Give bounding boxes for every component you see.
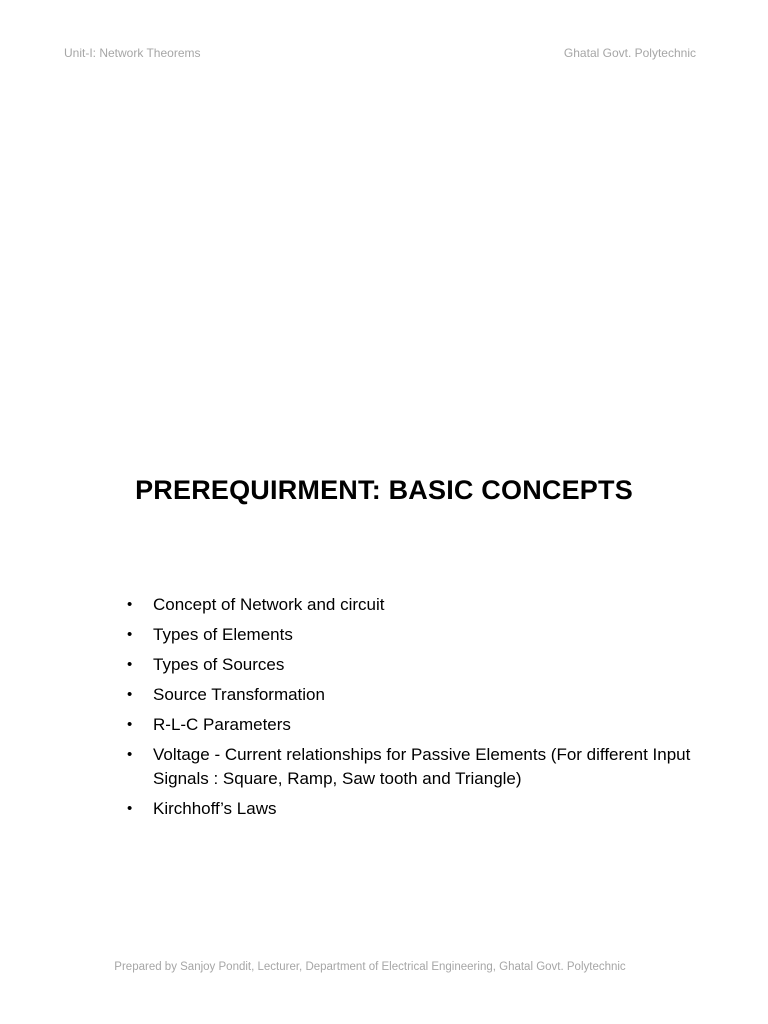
bullet-icon: • bbox=[127, 626, 133, 643]
list-item bbox=[124, 653, 714, 677]
bullet-icon: • bbox=[127, 716, 133, 733]
list-item bbox=[124, 593, 714, 617]
list-item bbox=[124, 713, 714, 737]
page-title: PREREQUIRMENT: BASIC CONCEPTS bbox=[135, 475, 633, 505]
running-header-unit: Unit-I: Network Theorems bbox=[64, 46, 201, 60]
bullet-icon: • bbox=[127, 656, 133, 673]
list-item-text: Voltage - Current relationships for Passive Elements (For different Input Signals : Square, Ramp, Saw tooth and Triangle) bbox=[153, 745, 691, 788]
list-item-text: Types of Elements bbox=[153, 625, 293, 644]
bullet-icon: • bbox=[127, 800, 133, 817]
topic-list bbox=[124, 593, 714, 827]
bullet-icon: • bbox=[127, 686, 133, 703]
bullet-icon: • bbox=[127, 746, 133, 763]
bullet-icon: • bbox=[127, 596, 133, 613]
list-item-text: Concept of Network and circuit bbox=[153, 595, 385, 614]
list-item bbox=[124, 683, 714, 707]
list-item-text: R-L-C Parameters bbox=[153, 715, 291, 734]
list-item bbox=[124, 797, 714, 821]
running-header-institution: Ghatal Govt. Polytechnic bbox=[563, 46, 696, 60]
list-item bbox=[124, 623, 714, 647]
list-item bbox=[124, 743, 714, 791]
page-footer: Prepared by Sanjoy Pondit, Lecturer, Department of Electrical Engineering, Ghatal Govt. Polytechnic bbox=[114, 961, 626, 973]
list-item-text: Types of Sources bbox=[153, 655, 285, 674]
list-item-text: Kirchhoff’s Laws bbox=[153, 799, 277, 818]
list-item-text: Source Transformation bbox=[153, 685, 325, 704]
